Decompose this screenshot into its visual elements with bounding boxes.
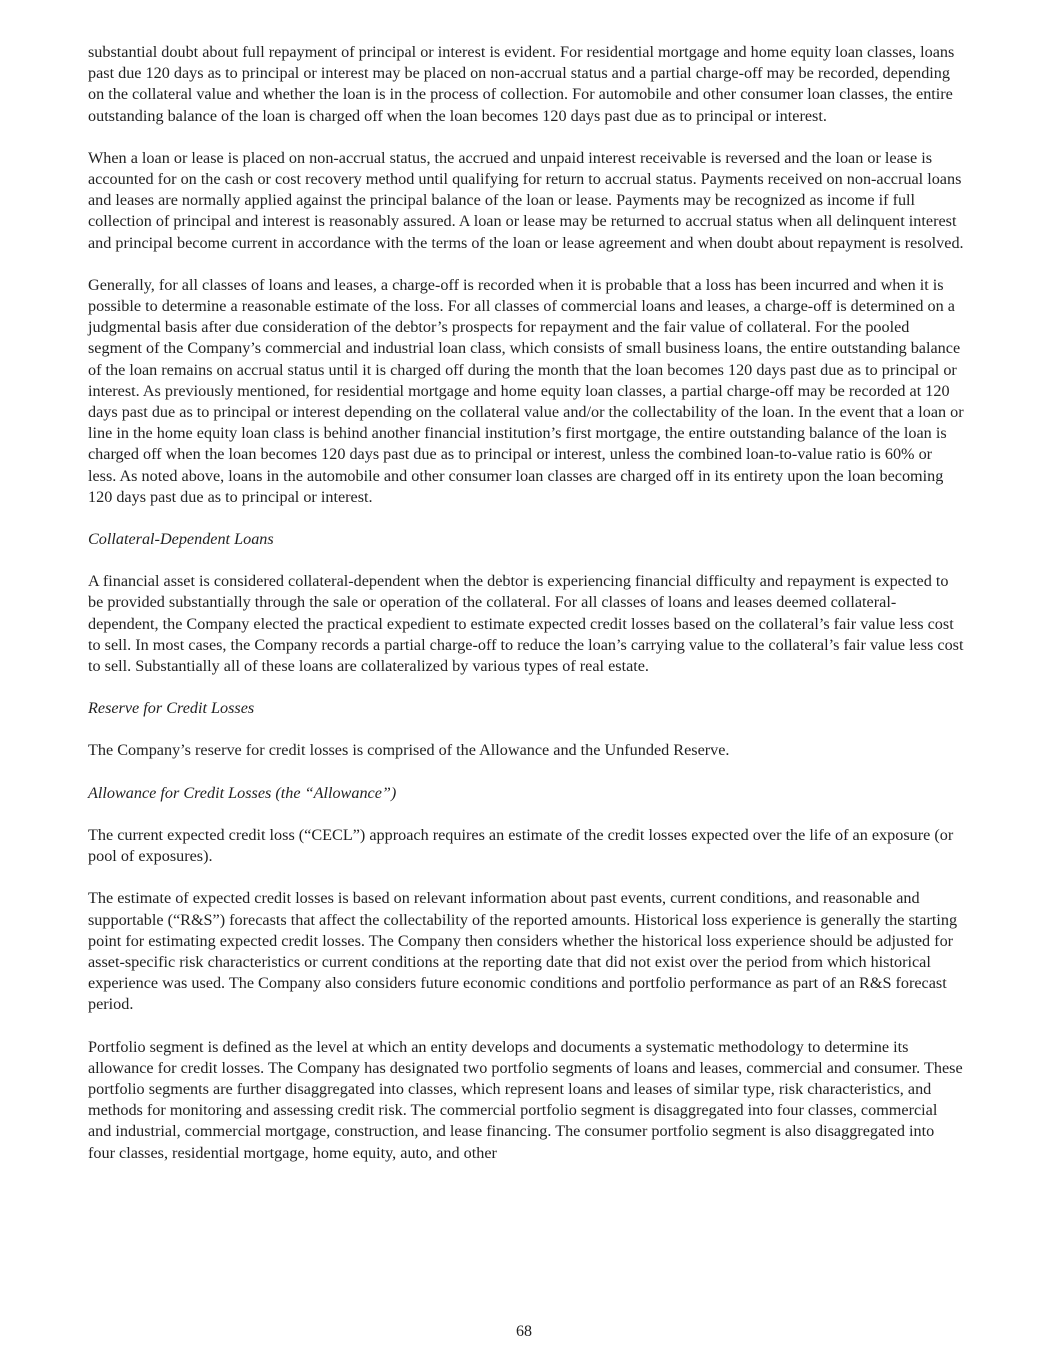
paragraph-reserve: The Company’s reserve for credit losses is comprised of the Allowance and the Unfunded Reserve. [88,741,730,760]
heading-collateral-dependent-loans: Collateral-Dependent Loans [88,530,274,549]
heading-reserve-for-credit-losses: Reserve for Credit Losses [88,699,255,718]
paragraph-portfolio-segment: Portfolio segment is defined as the level at which an entity develops and documents a systematic methodology to determine its allowance for credit losses. The Company has designated two portfolio segments of loans and leases, commercial and consumer. These portfolio segments are further disaggregated into classes, which represent loans and leases of similar type, risk characteristics, and methods for monitoring and assessing credit risk. The commercial portfolio segment is disaggregated into four classes, commercial and industrial, commercial mortgage, construction, and lease financing. The consumer portfolio segment is also disaggregated into four classes, residential mortgage, home equity, auto, and other [88,1037,963,1162]
heading-allowance: Allowance for Credit Losses (the “Allowance”) [88,783,397,802]
paragraph-charge-off: Generally, for all classes of loans and leases, a charge-off is recorded when it is probable that a loss has been incurred and when it is possible to determine a reasonable estimate of the loss. For all classes of commercial loans and leases, a charge-off is determined on a judgmental basis after due consideration of the debtor’s prospects for repayment and the fair value of collateral. For the pooled segment of the Company’s commercial and industrial loan class, which consists of small business loans, the entire outstanding balance of the loan remains on accrual status until it is charged off during the month that the loan becomes 120 days past due as to principal or interest. As previously mentioned, for residential mortgage and home equity loan classes, a partial charge-off may be recorded at 120 days past due as to principal or interest depending on the collateral value and/or the collectability of the loan. In the event that a loan or line in the home equity loan class is behind another financial institution’s first mortgage, the entire outstanding balance of the loan is charged off when the loan becomes 120 days past due as to principal or interest, unless the combined loan-to-value ratio is 60% or less. As noted above, loans in the automobile and other consumer loan classes are charged off in its entirety upon the loan becoming 120 days past due as to principal or interest. [88,275,964,506]
paragraph-cecl: The current expected credit loss (“CECL”) approach requires an estimate of the credit losses expected over the life of an exposure (or pool of exposures). [88,825,954,866]
paragraph-collateral-dependent: A financial asset is considered collateral-dependent when the debtor is experiencing financial difficulty and repayment is expected to be provided substantially through the sale or operation of the collateral. For all classes of loans and leases deemed collateral-dependent, the Company elected the practical expedient to estimate expected credit losses based on the collateral’s fair value less cost to sell. In most cases, the Company records a partial charge-off to reduce the loan’s carrying value to the collateral’s fair value less cost to sell. Substantially all of these loans are collateralized by various types of real estate. [88,572,964,676]
paragraph-expected-credit-losses: The estimate of expected credit losses is based on relevant information about past events, current conditions, and reasonable and supportable (“R&S”) forecasts that affect the collectability of the reported amounts. Historical loss experience is generally the starting point for estimating expected credit losses. The Company then considers whether the historical loss experience should be adjusted for asset-specific risk characteristics or current conditions at the reporting date that did not exist over the period from which historical experience was used. The Company also considers future economic conditions and portfolio performance as part of an R&S forecast period. [88,889,958,1014]
document-body [88,42,964,1185]
paragraph-nonaccrual-status: When a loan or lease is placed on non-accrual status, the accrued and unpaid interest receivable is reversed and the loan or lease is accounted for on the cash or cost recovery method until qualifying for return to accrual status. Payments received on non-accrual loans and leases are normally applied against the principal balance of the loan or lease. Payments may be recognized as income if full collection of principal and interest is reasonably assured. A loan or lease may be returned to accrual status when all delinquent interest and principal become current in accordance with the terms of the loan or lease agreement and when doubt about repayment is resolved. [88,148,964,252]
paragraph-nonaccrual-continuation: substantial doubt about full repayment of principal or interest is evident. For residential mortgage and home equity loan classes, loans past due 120 days as to principal or interest may be placed on non-accrual status and a partial charge-off may be recorded, depending on the collateral value and whether the loan is in the process of collection. For automobile and other consumer loan classes, the entire outstanding balance of the loan is charged off when the loan becomes 120 days past due as to principal or interest. [88,43,955,125]
page-number: 68 [516,1323,532,1340]
